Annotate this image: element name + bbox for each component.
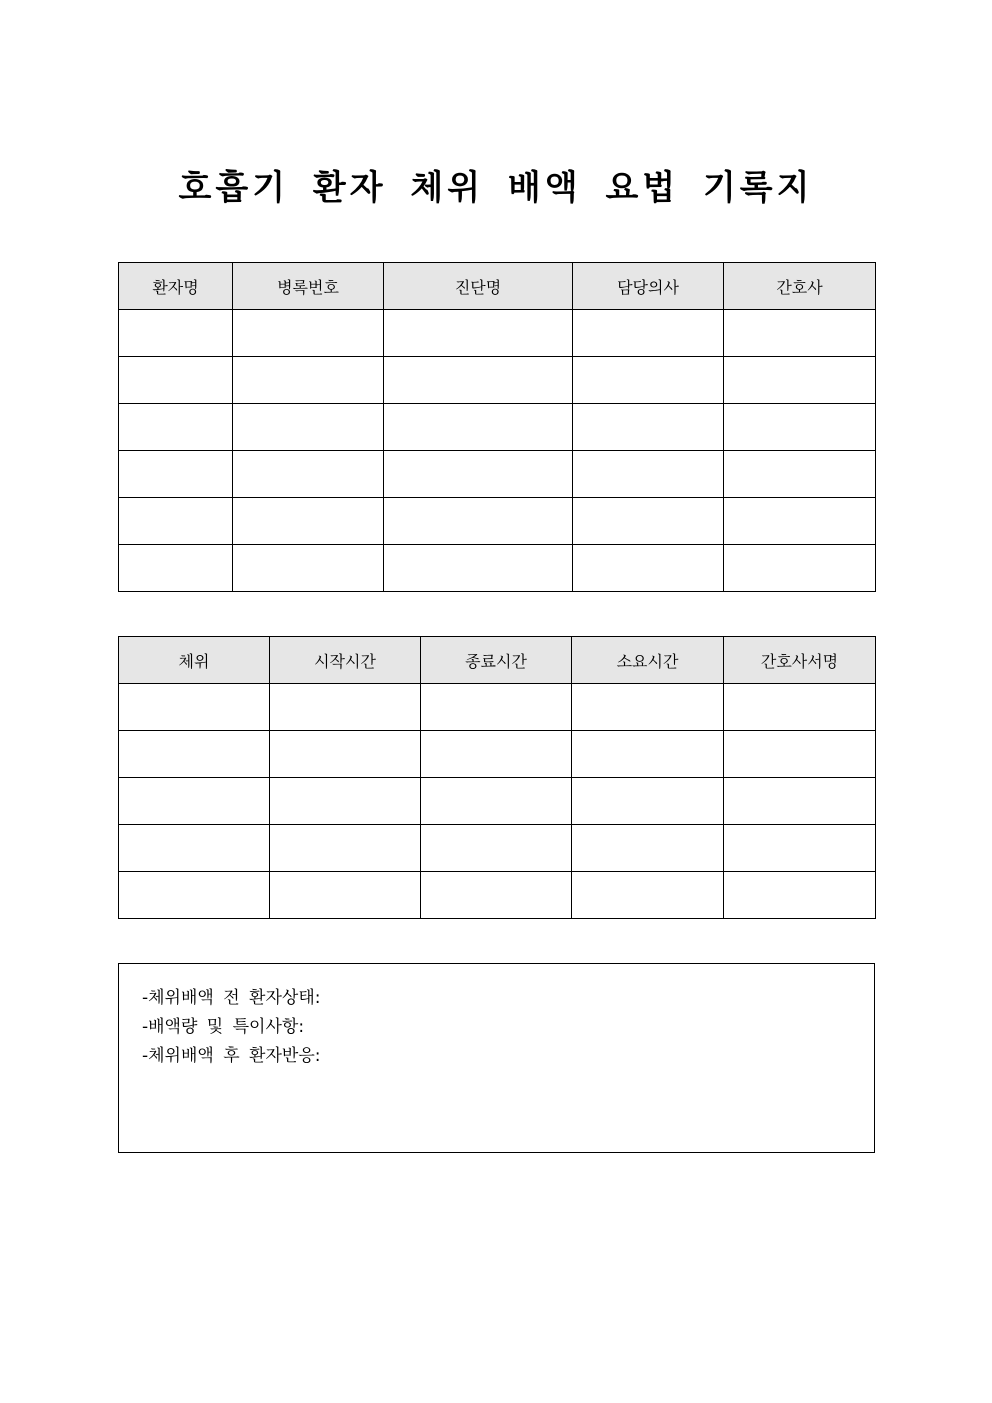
header-end-time: 종료시간 (421, 637, 572, 684)
table-cell[interactable] (573, 404, 724, 451)
header-duration: 소요시간 (572, 637, 724, 684)
note-pre-drainage-status: -체위배액 전 환자상태: (142, 988, 321, 1008)
table-cell[interactable] (119, 545, 233, 592)
table-cell[interactable] (724, 357, 876, 404)
table-cell[interactable] (384, 451, 573, 498)
header-nurse-signature: 간호사서명 (724, 637, 876, 684)
table-cell[interactable] (421, 825, 572, 872)
page-title: 호흡기 환자 체위 배액 요법 기록지 (178, 168, 814, 208)
table-cell[interactable] (119, 872, 270, 919)
table-cell[interactable] (119, 825, 270, 872)
table-cell[interactable] (119, 357, 233, 404)
table-cell[interactable] (233, 545, 384, 592)
table-cell[interactable] (573, 357, 724, 404)
table-cell[interactable] (573, 451, 724, 498)
table-cell[interactable] (421, 778, 572, 825)
table-cell[interactable] (119, 404, 233, 451)
table-row (119, 451, 876, 498)
table-cell[interactable] (724, 872, 876, 919)
notes-list (119, 964, 874, 1071)
table-cell[interactable] (421, 731, 572, 778)
table-cell[interactable] (233, 357, 384, 404)
table-row (119, 498, 876, 545)
table-cell[interactable] (270, 825, 421, 872)
table-cell[interactable] (119, 684, 270, 731)
header-nurse: 간호사 (724, 263, 876, 310)
table-cell[interactable] (384, 404, 573, 451)
drainage-position-table (118, 636, 876, 919)
table-header-row (119, 637, 876, 684)
table-cell[interactable] (270, 731, 421, 778)
header-attending-doctor: 담당의사 (573, 263, 724, 310)
table-cell[interactable] (119, 731, 270, 778)
table-cell[interactable] (233, 310, 384, 357)
table-row (119, 357, 876, 404)
table-cell[interactable] (724, 404, 876, 451)
table-cell[interactable] (384, 310, 573, 357)
table-cell[interactable] (119, 498, 233, 545)
table-cell[interactable] (724, 310, 876, 357)
table-cell[interactable] (270, 778, 421, 825)
table-header-row (119, 263, 876, 310)
table-cell[interactable] (572, 778, 724, 825)
table-cell[interactable] (119, 451, 233, 498)
table-cell[interactable] (270, 872, 421, 919)
note-post-drainage-response: -체위배액 후 환자반응: (142, 1046, 321, 1066)
table-cell[interactable] (233, 404, 384, 451)
table-cell[interactable] (572, 684, 724, 731)
notes-box[interactable] (118, 963, 875, 1153)
table-cell[interactable] (421, 872, 572, 919)
header-start-time: 시작시간 (270, 637, 421, 684)
table-cell[interactable] (572, 872, 724, 919)
table-cell[interactable] (724, 498, 876, 545)
table-cell[interactable] (572, 825, 724, 872)
table-row (119, 404, 876, 451)
table-row (119, 825, 876, 872)
table-cell[interactable] (573, 498, 724, 545)
table-cell[interactable] (724, 731, 876, 778)
table-cell[interactable] (724, 545, 876, 592)
table-cell[interactable] (724, 825, 876, 872)
table-cell[interactable] (572, 731, 724, 778)
table-cell[interactable] (119, 310, 233, 357)
table-cell[interactable] (573, 545, 724, 592)
table-cell[interactable] (233, 451, 384, 498)
header-record-number: 병록번호 (233, 263, 384, 310)
table-cell[interactable] (384, 545, 573, 592)
table-cell[interactable] (233, 498, 384, 545)
table-cell[interactable] (384, 357, 573, 404)
header-position: 체위 (119, 637, 270, 684)
table-row (119, 778, 876, 825)
table-cell[interactable] (724, 684, 876, 731)
patient-info-table (118, 262, 876, 592)
table-cell[interactable] (573, 310, 724, 357)
table-row (119, 684, 876, 731)
table-row (119, 872, 876, 919)
table-cell[interactable] (384, 498, 573, 545)
table-row (119, 731, 876, 778)
table-cell[interactable] (270, 684, 421, 731)
header-diagnosis: 진단명 (384, 263, 573, 310)
table-cell[interactable] (119, 778, 270, 825)
note-drainage-amount: -배액량 및 특이사항: (142, 1017, 305, 1037)
header-patient-name: 환자명 (119, 263, 233, 310)
table-cell[interactable] (421, 684, 572, 731)
table-cell[interactable] (724, 778, 876, 825)
table-cell[interactable] (724, 451, 876, 498)
table-row (119, 545, 876, 592)
table-row (119, 310, 876, 357)
